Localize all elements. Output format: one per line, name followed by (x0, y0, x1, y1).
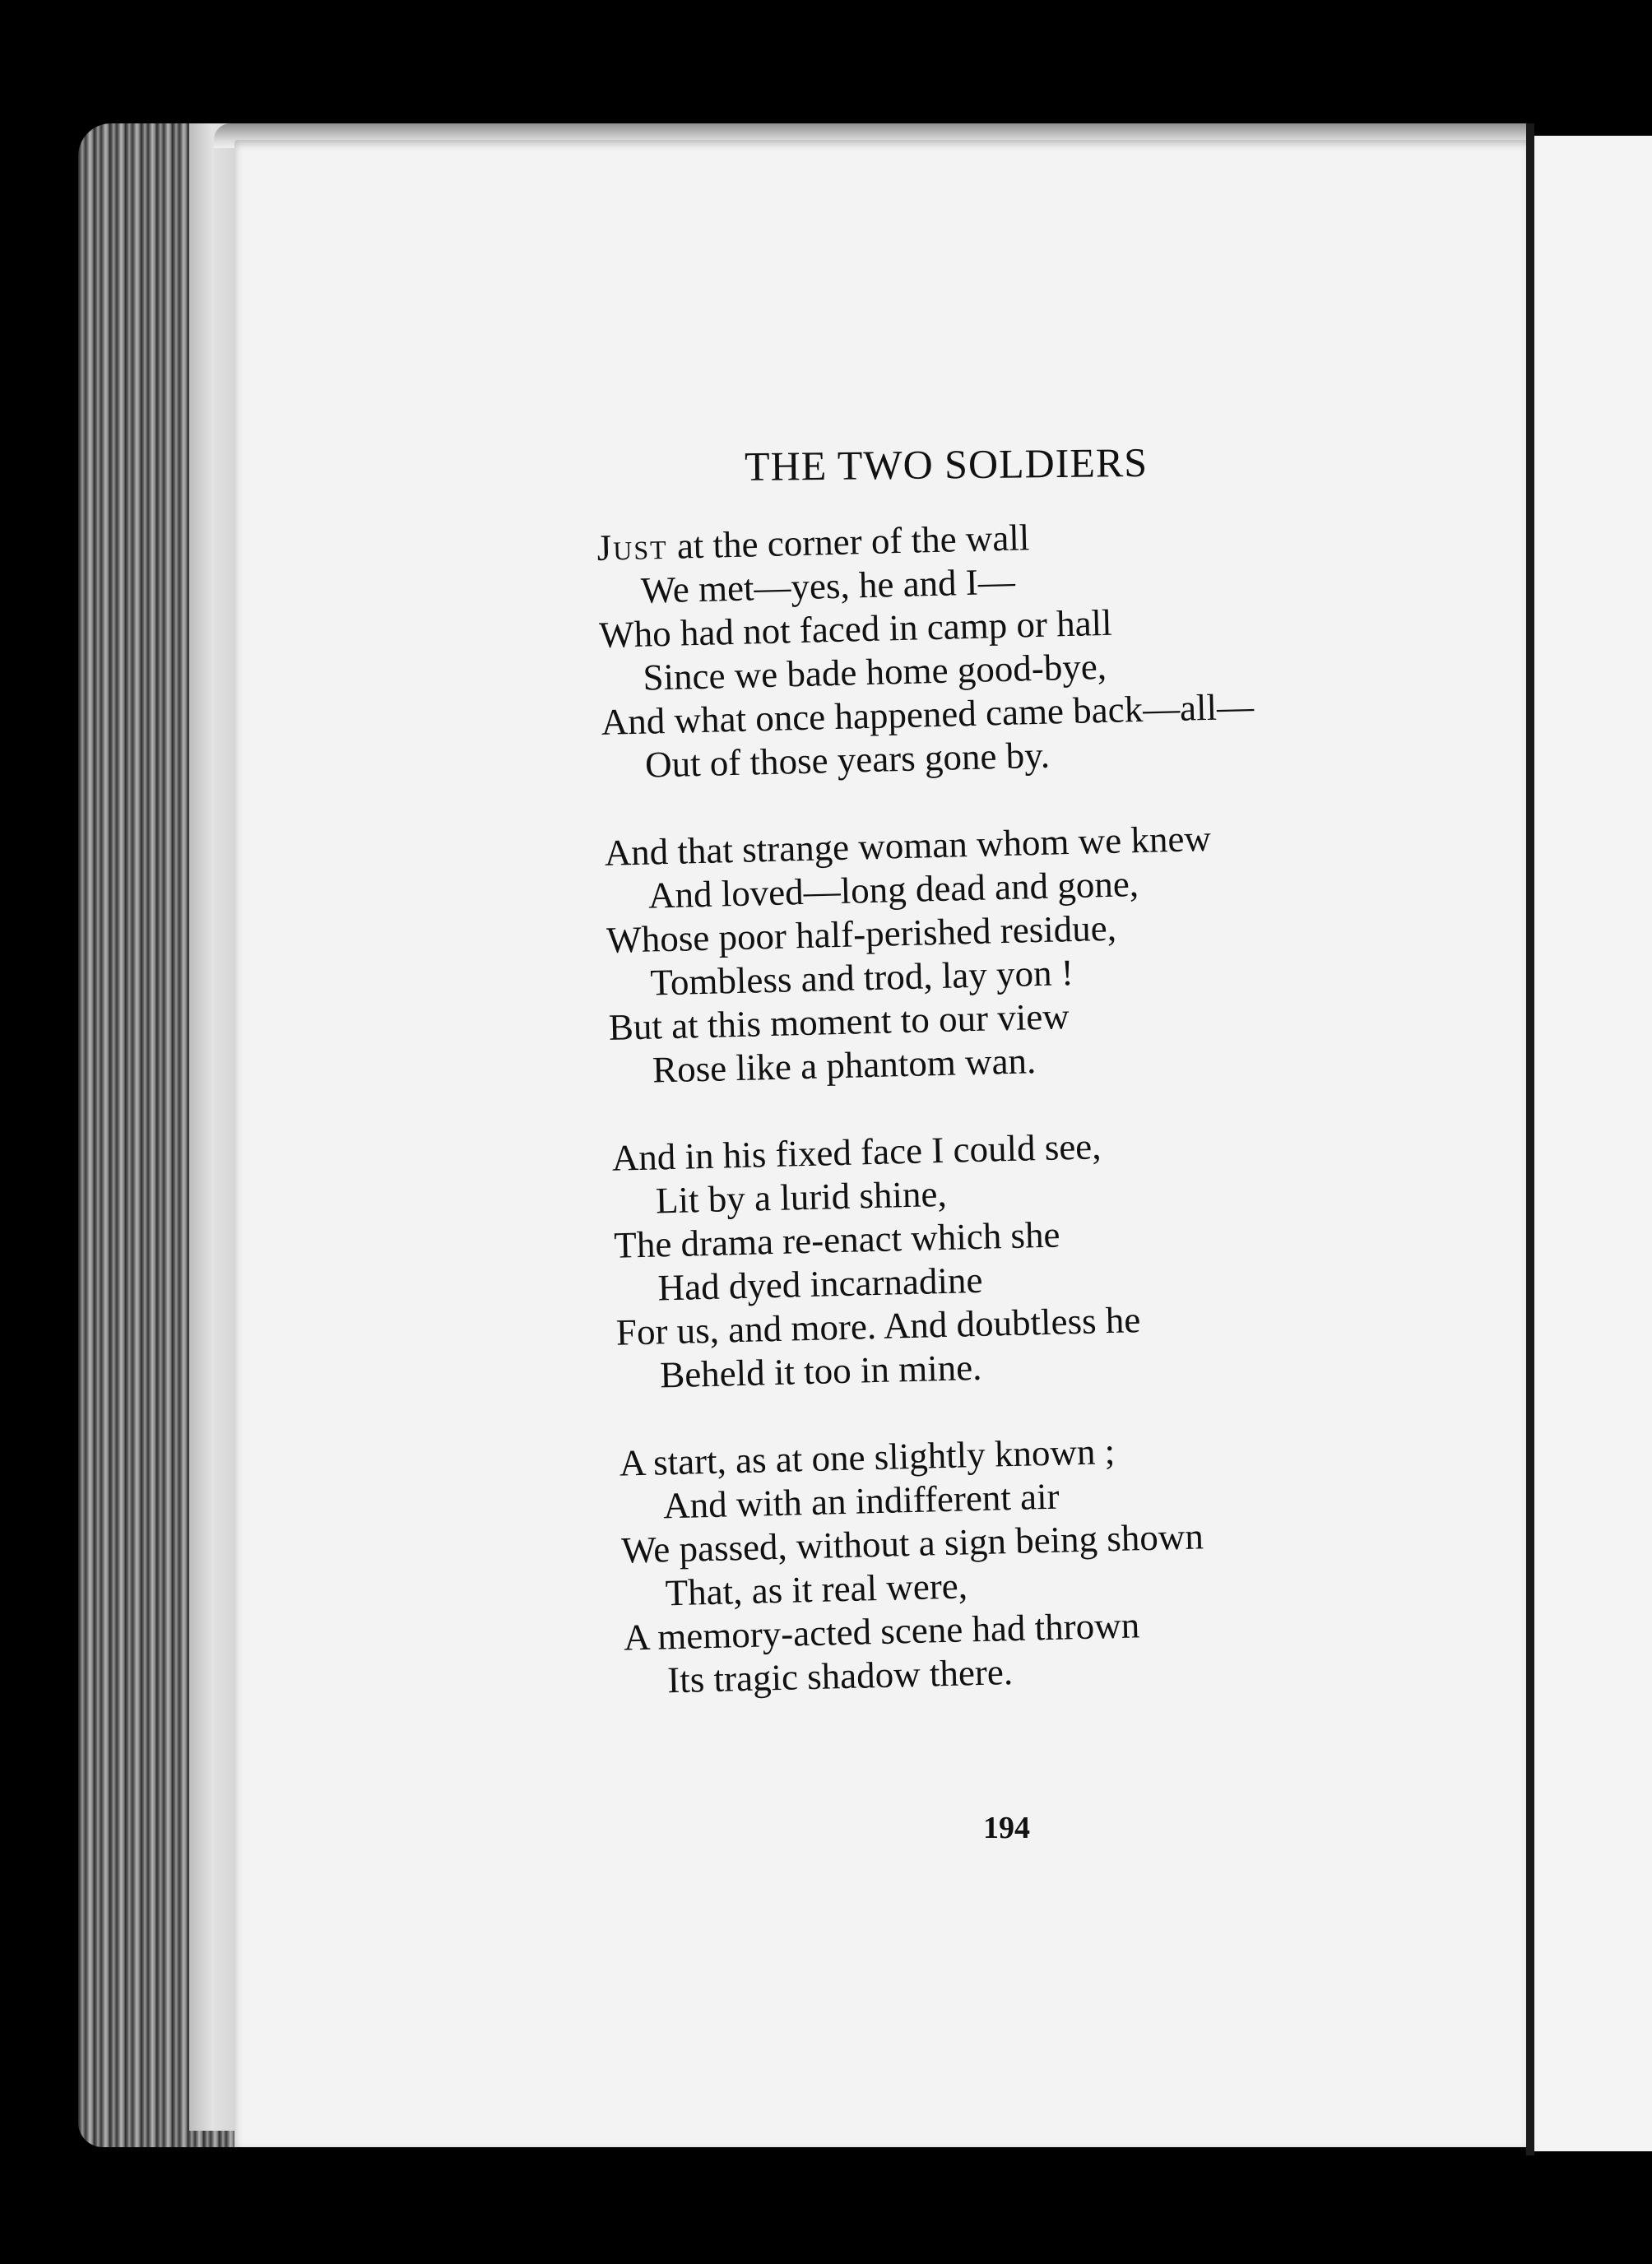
poem-line: And in his fixed face I could see, (611, 1125, 1102, 1179)
poem-line: And what once happened came back—all— (601, 685, 1255, 743)
stanza-3 (611, 1116, 1440, 1398)
poem-line: But at this moment to our view (608, 995, 1070, 1048)
poem-line: A start, as at one slightly known ; (619, 1430, 1116, 1484)
poem-line: Whose poor half-perished residue, (606, 907, 1117, 961)
poem-line: The drama re-enact which she (613, 1213, 1061, 1266)
poem-line: A memory-acted scene had thrown (623, 1604, 1140, 1659)
poem-line: Rose like a phantom wan. (652, 1040, 1037, 1091)
poem-line: And that strange woman whom we knew (604, 817, 1212, 874)
poem-line: Tombless and trod, lay yon ! (649, 952, 1074, 1004)
poem-line: For us, and more. And doubtless he (615, 1299, 1141, 1353)
book-gutter (1526, 123, 1534, 2155)
page-number: 194 (983, 1811, 1030, 1845)
poem-line: Since we bade home good-bye, (642, 645, 1107, 698)
poem-line: Had dyed incarnadine (657, 1259, 983, 1309)
facing-page (1534, 136, 1652, 2151)
poem-line: That, as it real were, (665, 1565, 968, 1614)
stanza-2 (604, 811, 1432, 1093)
poem-line: We met—yes, he and I— (640, 560, 1016, 611)
first-word-smallcaps: Just (596, 525, 669, 568)
poem-line: Out of those years gone by. (644, 734, 1051, 786)
poem-line: Beheld it too in mine. (659, 1346, 982, 1396)
poem-line: And loved—long dead and gone, (647, 863, 1139, 916)
poem-line: Who had not faced in camp or hall (598, 601, 1113, 656)
stanza-4 (619, 1422, 1447, 1703)
poem-line: And with an indifferent air (662, 1475, 1060, 1527)
stanza-1 (596, 507, 1425, 788)
poem-line: We passed, without a sign being shown (620, 1515, 1204, 1571)
poem-title: THE TWO SOLDIERS (744, 438, 1149, 489)
poem-line: Lit by a lurid shine, (655, 1172, 948, 1222)
poem-line: Its tragic shadow there. (666, 1651, 1014, 1701)
first-line-rest: at the corner of the wall (666, 517, 1030, 567)
poem-body (596, 507, 1449, 1747)
